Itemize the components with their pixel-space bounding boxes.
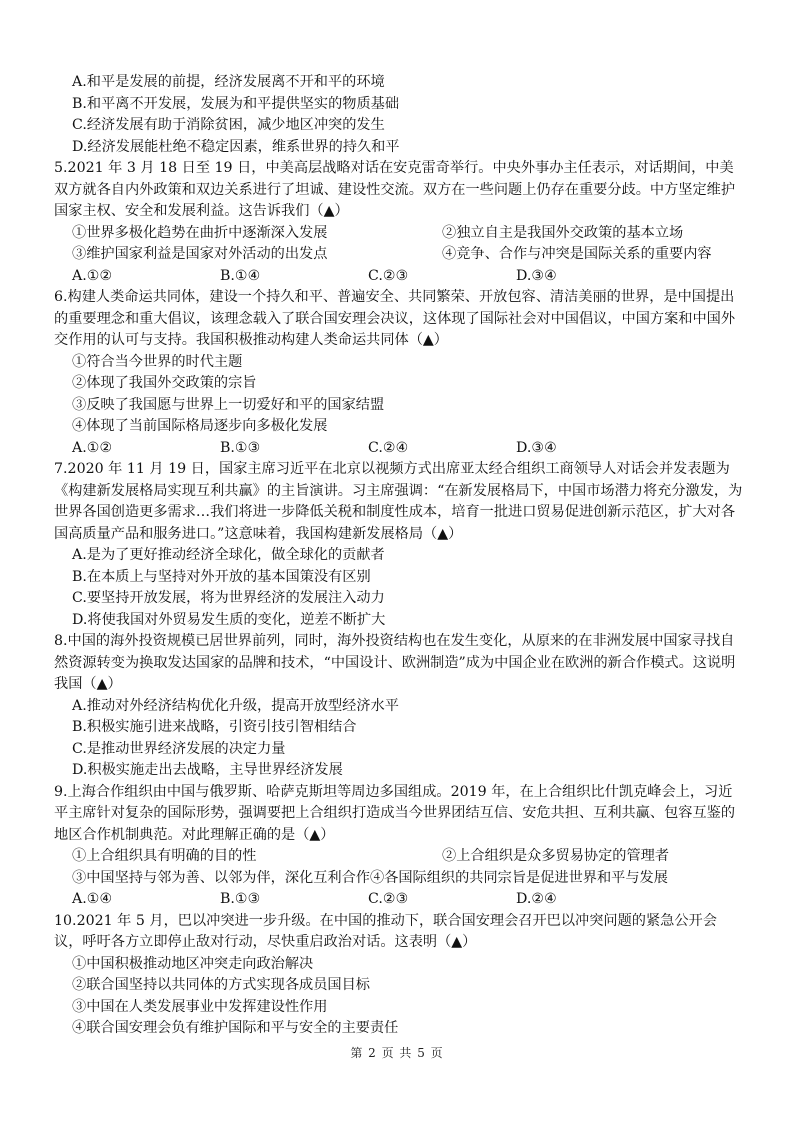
q8-option-c: C.是推动世界经济发展的决定力量 xyxy=(72,740,286,757)
question-8 xyxy=(54,631,744,782)
question-4-options xyxy=(54,72,744,158)
q6-statement-1: ①符合当今世界的时代主题 xyxy=(72,353,243,370)
q5-statement-1: ①世界多极化趋势在曲折中逐渐深入发展 xyxy=(72,224,328,241)
q7-option-c: C.要坚持开放发展，将为世界经济的发展注入动力 xyxy=(72,590,385,606)
q4-option-c: C.经济发展有助于消除贫困，减少地区冲突的发生 xyxy=(72,117,385,133)
q6-statement-2: ②体现了我国外交政策的宗旨 xyxy=(72,375,257,391)
q5-statements-row-1 xyxy=(54,223,744,245)
q7-option-a: A.是为了更好推动经济全球化，做全球化的贡献者 xyxy=(72,547,385,563)
question-9 xyxy=(54,782,744,911)
page-footer: 第 2 页 共 5 页 xyxy=(350,1046,444,1060)
q4-option-b: B.和平离不开发展，发展为和平提供坚实的物质基础 xyxy=(72,95,400,112)
q6-statement-3: ③反映了我国愿与世界上一切爱好和平的国家结盟 xyxy=(72,396,385,413)
q5-choice-d: D.③④ xyxy=(516,267,557,284)
q5-choices xyxy=(54,266,744,288)
question-7 xyxy=(54,459,744,631)
q5-stem: 5.2021 年 3 月 18 日至 19 日，中美高层战略对话在安克雷奇举行。中央外事办主任表示，对话期间，中美双方就各自内外政策和双边关系进行了坦诚、建设性交流。双方在一些问题上仍存在重要分歧。中方坚定维护国家主权、安全和发展利益。这告诉我们（▲） xyxy=(54,160,736,219)
q7-option-d: D.将使我国对外贸易发生质的变化，逆差不断扩大 xyxy=(72,611,386,628)
q10-statement-2: ②联合国坚持以共同体的方式实现各成员国目标 xyxy=(72,977,370,993)
q8-option-d: D.积极实施走出去战略，主导世界经济发展 xyxy=(72,762,343,778)
q10-statement-1: ①中国积极推动地区冲突走向政治解决 xyxy=(72,955,314,972)
q10-statement-3: ③中国在人类发展事业中发挥建设性作用 xyxy=(72,998,328,1015)
q9-statement-2: ②上合组织是众多贸易协定的管理者 xyxy=(442,848,670,864)
question-5 xyxy=(54,158,744,287)
q5-choice-b: B.①④ xyxy=(220,267,261,284)
question-list xyxy=(54,72,744,1040)
q8-stem: 8.中国的海外投资规模已居世界前列，同时，海外投资结构也在发生变化，从原来的在非洲发展中国家寻找自然资源转变为换取发达国家的品牌和技术，“中国设计、欧洲制造”成为中国企业在欧洲的新合作模式。这说明我国（▲） xyxy=(54,633,736,692)
q6-choice-a: A.①② xyxy=(72,439,113,456)
q5-choice-a: A.①② xyxy=(72,267,113,284)
q7-stem: 7.2020 年 11 月 19 日，国家主席习近平在北京以视频方式出席亚太经合组织工商领导人对话会并发表题为《构建新发展格局实现互利共赢》的主旨演讲。习主席强调：“在新发展格局下，中国市场潜力将充分激发，为世界各国创造更多需求…我们将进一步降低关税和制度性成本，培育一批进口贸易促进创新示范区，扩大对各国高质量产品和服务进口。”这意味着，我国构建新发展格局（▲） xyxy=(54,461,743,542)
q5-statement-4: ④竞争、合作与冲突是国际关系的重要内容 xyxy=(442,246,712,262)
q9-choice-b: B.①③ xyxy=(220,891,261,907)
q4-option-a: A.和平是发展的前提，经济发展离不开和平的环境 xyxy=(72,74,385,90)
q6-choices xyxy=(54,438,744,460)
q8-option-a: A.推动对外经济结构优化升级，提高开放型经济水平 xyxy=(72,697,399,714)
q5-statement-2: ②独立自主是我国外交政策的基本立场 xyxy=(442,224,684,241)
q7-option-b: B.在本质上与坚持对外开放的基本国策没有区别 xyxy=(72,568,371,585)
q9-stem: 9.上海合作组织由中国与俄罗斯、哈萨克斯坦等周边多国组成。2019 年，在上合组织比什凯克峰会上，习近平主席针对复杂的国际形势，强调要把上合组织打造成当今世界团结互信、安危共担、互利共赢、包容互鉴的地区合作机制典范。对此理解正确的是（▲） xyxy=(54,783,736,843)
q6-stem: 6.构建人类命运共同体，建设一个持久和平、普遍安全、共同繁荣、开放包容、清洁美丽的世界，是中国提出的重要理念和重大倡议，该理念载入了联合国安理会决议，这体现了国际社会对中国倡议，中国方案和中国外交作用的认可与支持。我国积极推动构建人类命运共同体（▲） xyxy=(54,289,736,348)
q10-statement-4: ④联合国安理会负有维护国际和平与安全的主要责任 xyxy=(72,1020,399,1036)
question-6 xyxy=(54,287,744,459)
q9-statement-1: ①上合组织具有明确的目的性 xyxy=(72,848,257,864)
q9-statements-row-2: ③中国坚持与邻为善、以邻为伴，深化互利合作④各国际组织的共同宗旨是促进世界和平与发展 xyxy=(72,869,668,886)
q6-choice-b: B.①③ xyxy=(220,439,261,456)
q9-statements-row-1 xyxy=(54,846,744,868)
q5-choice-c: C.②③ xyxy=(368,267,409,284)
q10-stem: 10.2021 年 5 月，巴以冲突进一步升级。在中国的推动下，联合国安理会召开巴以冲突问题的紧急公开会议，呼吁各方立即停止敌对行动，尽快重启政治对话。这表明（▲） xyxy=(54,912,717,950)
q5-statement-3: ③维护国家利益是国家对外活动的出发点 xyxy=(72,246,328,262)
q6-choice-d: D.③④ xyxy=(516,439,557,456)
q6-statement-4: ④体现了当前国际格局逐步向多极化发展 xyxy=(72,418,328,434)
q9-choice-a: A.①④ xyxy=(72,891,113,907)
q4-option-d: D.经济发展能杜绝不稳定因素，维系世界的持久和平 xyxy=(72,138,400,155)
q9-choice-c: C.②③ xyxy=(368,891,409,907)
q9-choice-d: D.②④ xyxy=(516,891,557,907)
q5-statements-row-2 xyxy=(54,244,744,266)
q8-option-b: B.积极实施引进来战略，引资引技引智相结合 xyxy=(72,719,357,735)
q6-choice-c: C.②④ xyxy=(368,439,409,456)
q9-choices xyxy=(54,889,744,911)
question-10 xyxy=(54,911,744,1040)
